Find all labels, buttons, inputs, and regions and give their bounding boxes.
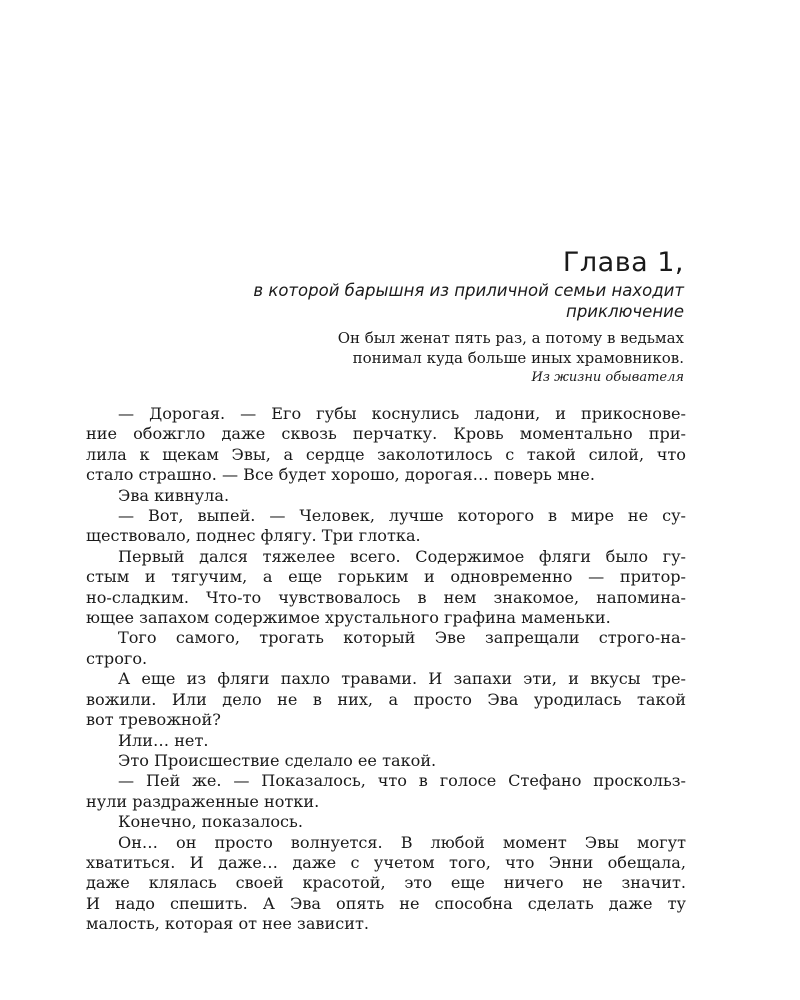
text-line: вожили. Или дело не в них, а просто Эва уродилась такой	[86, 689, 686, 709]
chapter-subtitle	[180, 280, 684, 322]
text-line: малость, которая от нее зависит.	[86, 914, 369, 934]
text-line: даже клялась своей красотой, это еще ничего не значит.	[86, 873, 686, 893]
epigraph-line: Он был женат пять раз, а потому в ведьмах	[337, 329, 684, 347]
text-line: но-сладким. Что-то чувствовалось в нем знакомое, напомина-	[86, 587, 686, 607]
text-line: вот тревожной?	[86, 710, 221, 730]
text-line: строго.	[86, 648, 148, 668]
paragraph	[86, 404, 686, 486]
text-line: хватиться. И даже… даже с учетом того, что Энни обещала,	[86, 852, 686, 872]
text-line: Эва кивнула.	[118, 485, 230, 505]
text-line: Или… нет.	[118, 730, 209, 750]
text-line: Конечно, показалось.	[118, 812, 303, 832]
text-line: стым и тягучим, а еще горьким и одновременно — притор-	[86, 567, 686, 587]
epigraph	[240, 328, 684, 387]
text-line: нули раздраженные нотки.	[86, 791, 320, 811]
text-line: ющее запахом содержимое хрустального графина маменьки.	[86, 608, 611, 628]
text-line: — Вот, выпей. — Человек, лучше которого в мире не су-	[118, 506, 686, 526]
chapter-title: Глава 1,	[562, 247, 684, 278]
text-line: ние обожгло даже сквозь перчатку. Кровь моментально при-	[86, 424, 686, 444]
text-line: Он… он просто волнуется. В любой момент Эвы могут	[118, 832, 686, 852]
text-line: стало страшно. — Все будет хорошо, дорогая… поверь мне.	[86, 465, 595, 485]
text-line: Первый дался тяжелее всего. Содержимое фляги было гу-	[118, 546, 686, 566]
body-text	[86, 404, 686, 935]
text-line: лила к щекам Эвы, а сердце заколотилось с такой силой, что	[86, 444, 686, 464]
epigraph-attribution: Из жизни обывателя	[531, 370, 684, 385]
text-line: ществовало, поднес флягу. Три глотка.	[86, 526, 421, 546]
paragraph	[86, 751, 686, 771]
paragraph	[86, 486, 686, 506]
text-line: А еще из фляги пахло травами. И запахи эти, и вкусы тре-	[118, 669, 686, 689]
epigraph-line: понимал куда больше иных храмовников.	[352, 349, 684, 367]
chapter-subtitle-line: приключение	[566, 302, 684, 321]
paragraph	[86, 506, 686, 547]
text-line: И надо спешить. А Эва опять не способна сделать даже ту	[86, 893, 686, 913]
paragraph	[86, 547, 686, 629]
text-line: Это Происшествие сделало ее такой.	[118, 750, 437, 770]
paragraph	[86, 628, 686, 669]
paragraph	[86, 812, 686, 832]
paragraph	[86, 669, 686, 730]
chapter-subtitle-line: в которой барышня из приличной семьи находит	[253, 281, 684, 300]
paragraph	[86, 731, 686, 751]
text-line: Того самого, трогать который Эве запрещали строго-на-	[118, 628, 686, 648]
paragraph	[86, 833, 686, 935]
text-line: — Пей же. — Показалось, что в голосе Стефано проскольз-	[118, 771, 686, 791]
text-line: — Дорогая. — Его губы коснулись ладони, и прикоснове-	[118, 404, 686, 423]
paragraph	[86, 771, 686, 812]
